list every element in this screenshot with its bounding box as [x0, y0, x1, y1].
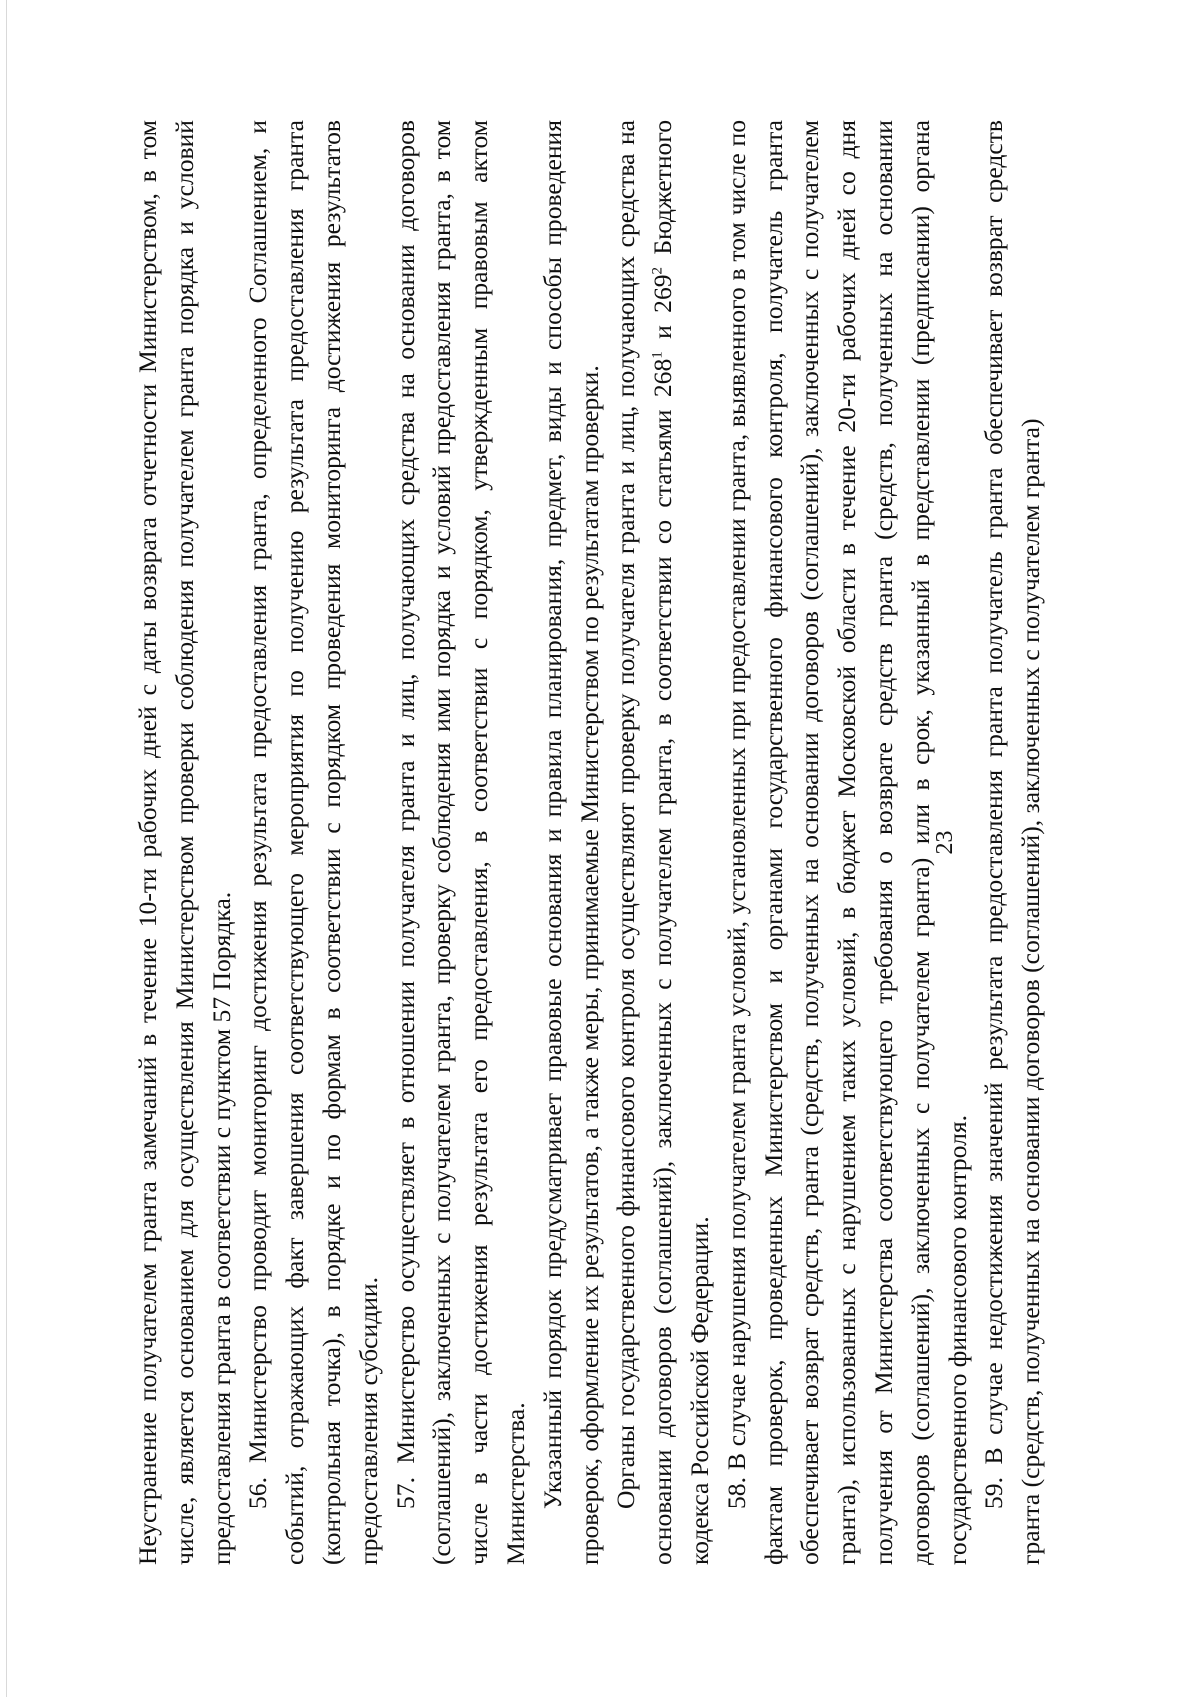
control-bodies-text-mid: и 269 [648, 274, 678, 352]
page-number: 23 [932, 830, 958, 855]
paragraph-58: 58. В случае нарушения получателем гранта условий, установленных при предоставлении гранта, выявленного в том числе по фактам проверок, проведенных Министерством и органами государственного финансового контроля, получатель гранта обеспечивает возврат средств, гранта (средств, полученных на основании договоров (соглашений), заключенных с получателем гранта), использованных с нарушением таких условий, в бюджет Московской области в течение 20-ти рабочих дней со дня получения от Министерства соответствующего требования о возврате средств гранта (средств, полученных на основании договоров (соглашений), заключенных с получателем гранта) или в срок, указанный в представлении (предписании) органа государственного финансового контроля. [721, 120, 972, 1565]
paragraph-57-procedure: Указанный порядок предусматривает правовые основания и правила планирования, предмет, виды и способы проведения проверок, оформление их результатов, а также меры, принимаемые Министерством по результатам проверки. [537, 120, 604, 1565]
paragraph-56: 56. Министерство проводит мониторинг достижения результата предоставления гранта, определенного Соглашением, и событий, отражающих факт завершения соответствующего мероприятия по получению результата предоставления гранта (контрольная точка), в порядке и по формам в соответствии с порядком проведения мониторинга достижения результатов предоставления субсидии. [243, 120, 383, 1565]
control-bodies-text-end: Бюджетного кодекса Российской Федерации. [648, 120, 714, 1565]
rotated-page-content [130, 120, 1070, 1565]
paragraph-57: 57. Министерство осуществляет в отношении получателя гранта и лиц, получающих средства на основании договоров (соглашений), заключенных с получателем гранта, проверку соблюдения ими порядка и условий предоставления гранта, в том числе в части достижения результата его предоставления, в соответствии с порядком, утвержденным правовым актом Министерства. [390, 120, 530, 1565]
scan-edge-line [6, 0, 7, 1697]
superscript-2: 2 [649, 266, 666, 275]
control-bodies-text-start: Органы государственного финансового контроля осуществляют проверку получателя гранта и лиц, получающих средства на основании договоров (соглашений), заключенных с получателем гранта, в соответствии со статьями 268 [611, 120, 678, 1565]
paragraph-57-control-bodies [608, 120, 718, 1565]
paragraph-continuation: Неустранение получателем гранта замечаний в течение 10-ти рабочих дней с даты возврата отчетности Министерством, в том числе, является основанием для осуществления Министерством проверки соблюдения получателем гранта порядка и условий предоставления гранта в соответствии с пунктом 57 Порядка. [133, 120, 236, 1565]
paragraph-59: 59. В случае недостижения значений результата предоставления гранта получатель гранта обеспечивает возврат средств гранта (средств, полученных на основании договоров (соглашений), заключенных с получателем гранта) [979, 120, 1046, 1565]
body-text [130, 120, 1070, 1565]
superscript-1: 1 [649, 351, 666, 359]
